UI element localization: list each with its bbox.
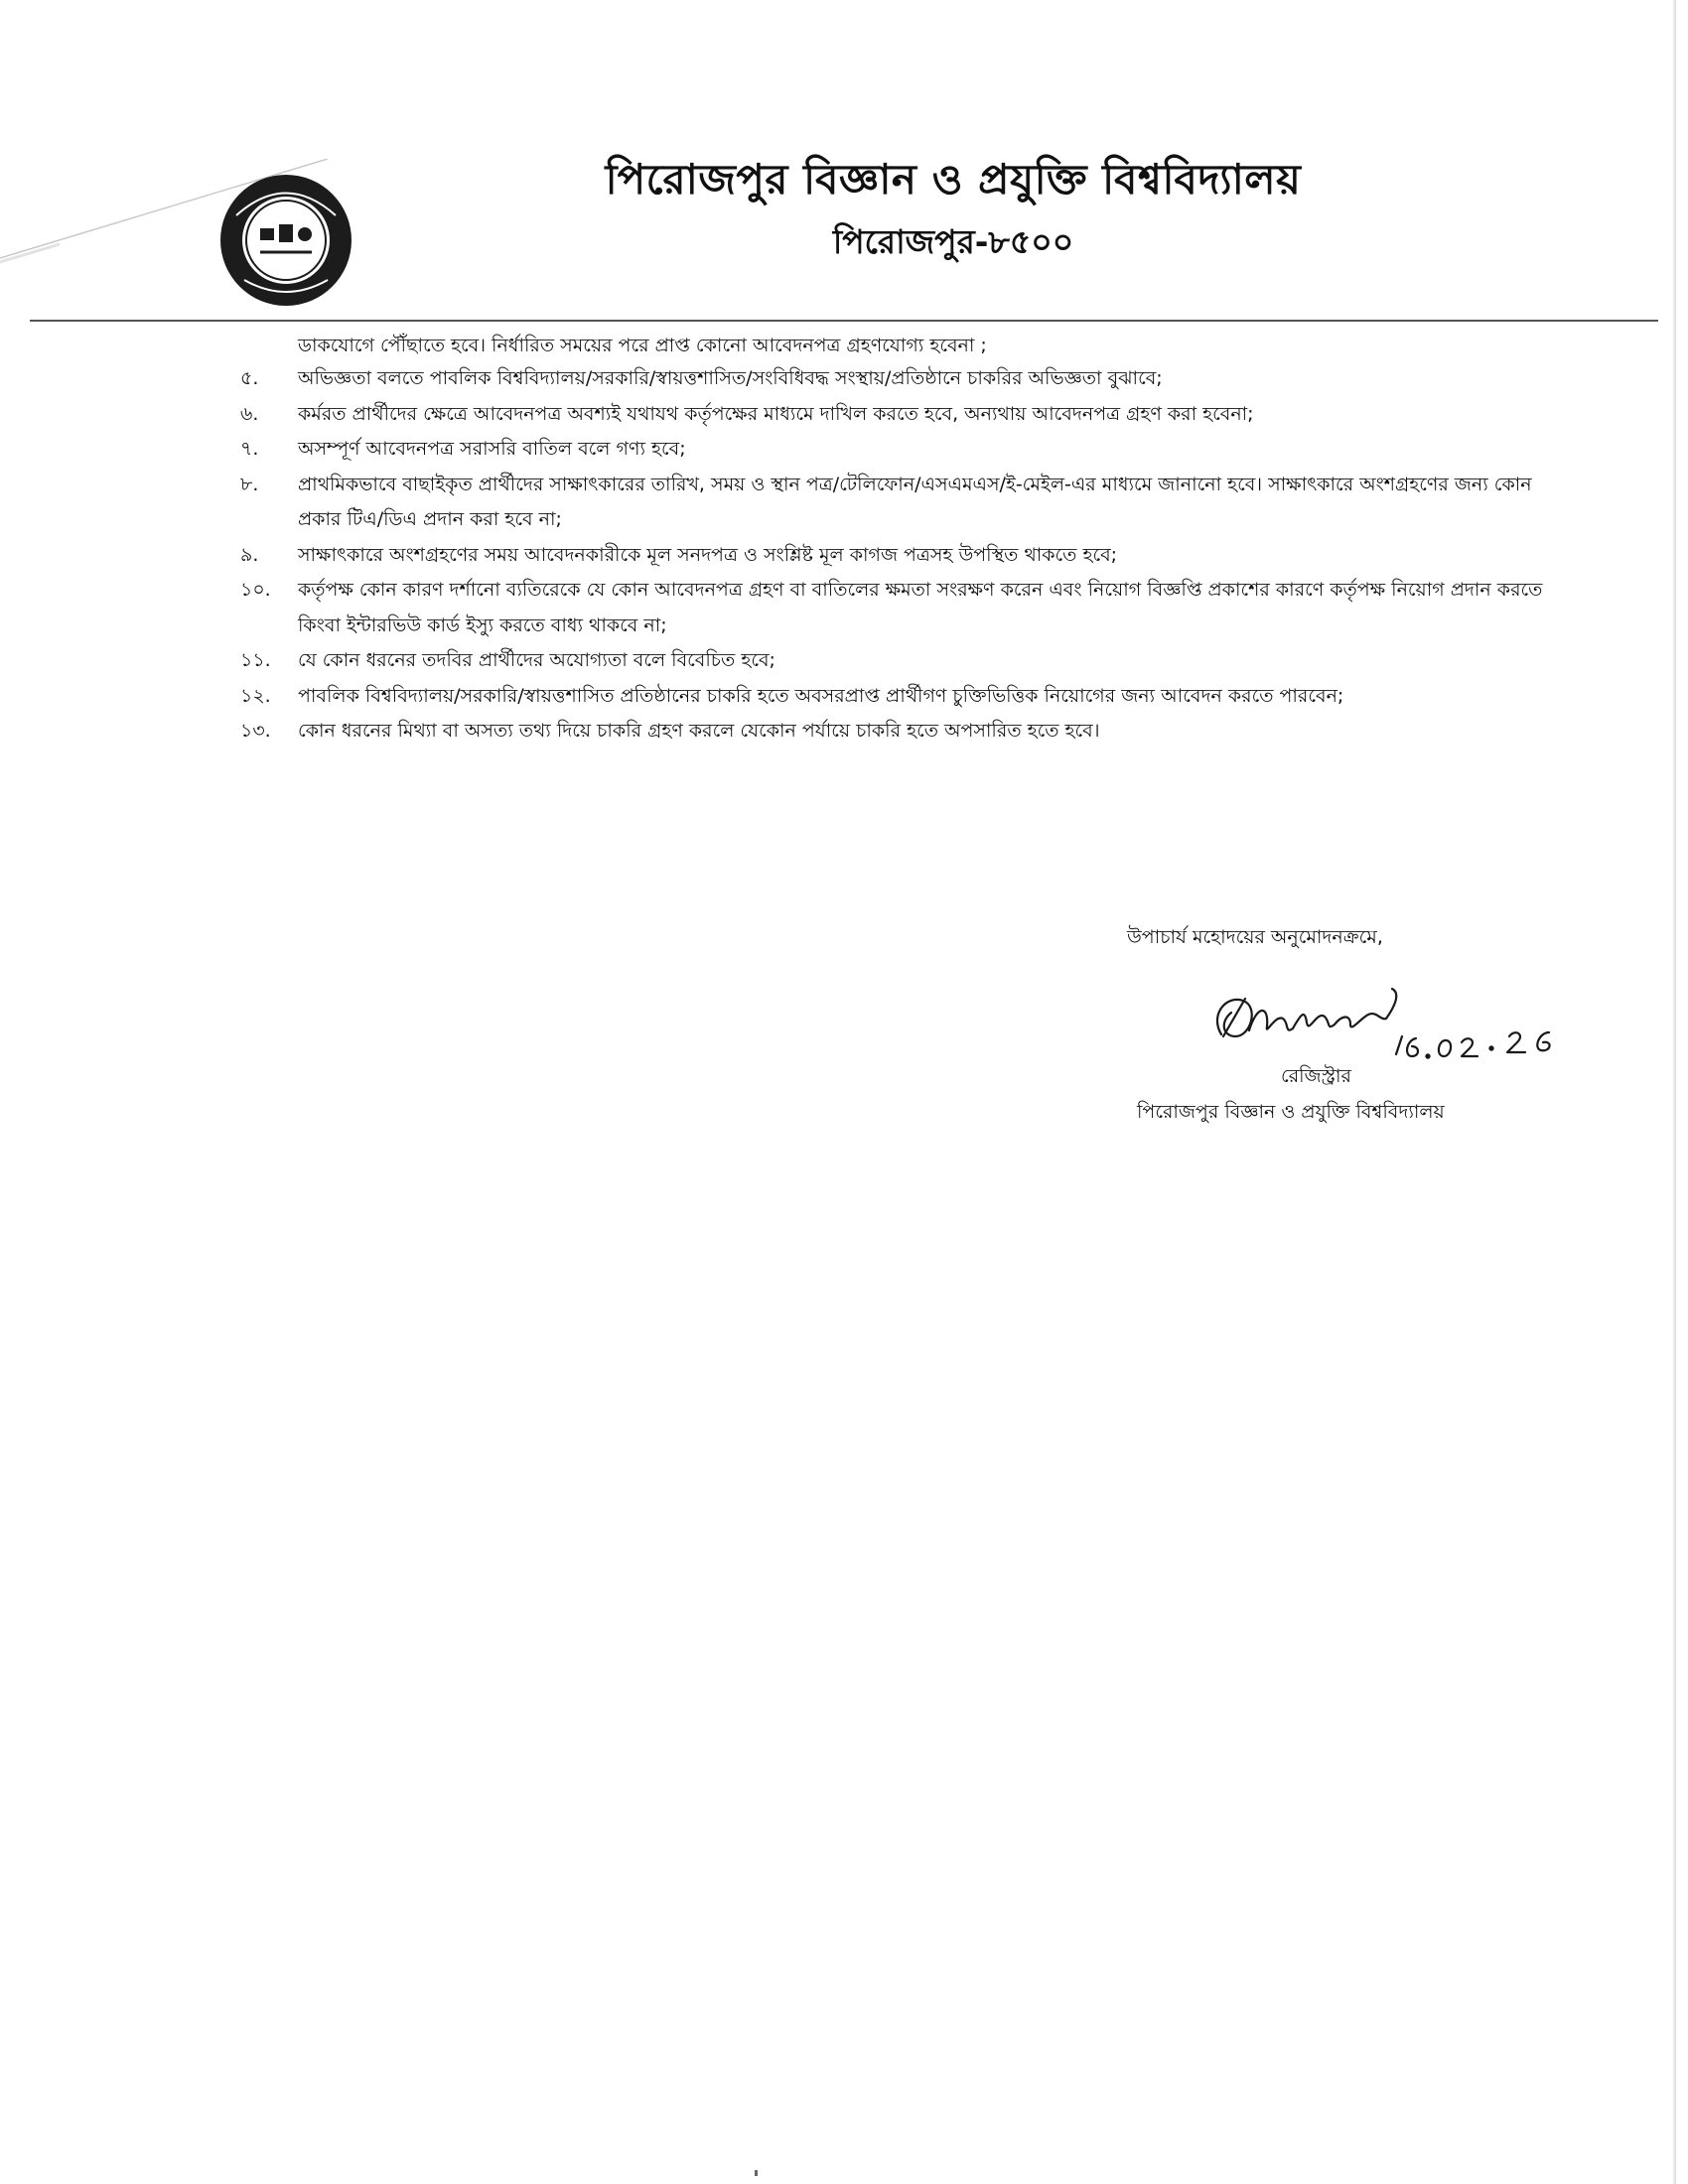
- list-item: [240, 573, 1571, 643]
- item-number: ১৩.: [240, 720, 271, 742]
- item-number: ৯.: [240, 543, 259, 566]
- item-number: ১০.: [240, 579, 271, 601]
- list-item: [240, 714, 1571, 750]
- list-item: [240, 361, 1571, 397]
- item-number: ৫.: [240, 367, 259, 389]
- item-number: ১১.: [240, 649, 271, 671]
- list-item: [240, 432, 1571, 468]
- item-text: প্রাথমিকভাবে বাছাইকৃত প্রার্থীদের সাক্ষাৎকারের তারিখ, সময় ও স্থান পত্র/টেলিফোন/এসএমএস/ই-মেইল-এর মাধ্যমে জানানো হবে। সাক্ষাৎকারে অংশগ্রহণের জন্য কোন প্রকার টিএ/ডিএ প্রদান করা হবে না;: [298, 473, 1532, 530]
- list-item: [240, 643, 1571, 679]
- university-name: পিরোজপুর বিজ্ঞান ও প্রযুক্তি বিশ্ববিদ্যালয়: [605, 155, 1302, 204]
- item-number: ৬.: [240, 402, 259, 425]
- registrar-title: রেজিস্ট্রার: [1281, 1065, 1351, 1087]
- header-divider: [30, 320, 1658, 322]
- scan-speck: [755, 2170, 758, 2176]
- item-number: ৭.: [240, 438, 259, 460]
- scan-edge-shadow: [1672, 0, 1676, 2184]
- list-item: [240, 468, 1571, 538]
- handwritten-signature: [1201, 975, 1579, 1069]
- approval-line: উপাচার্য মহোদয়ের অনুমোদনক্রমে,: [1127, 926, 1383, 948]
- list-item: [240, 679, 1571, 715]
- item-number: ৮.: [240, 473, 259, 495]
- item-text: কোন ধরনের মিথ্যা বা অসত্য তথ্য দিয়ে চাকরি গ্রহণ করলে যেকোন পর্যায়ে চাকরি হতে অপসারিত হতে হবে।: [298, 720, 1100, 742]
- item-text: পাবলিক বিশ্ববিদ্যালয়/সরকারি/স্বায়ত্তশাসিত প্রতিষ্ঠানের চাকরি হতে অবসরপ্রাপ্ত প্রার্থীগণ চুক্তিভিত্তিক নিয়োগের জন্য আবেদন করতে পারবেন;: [298, 684, 1344, 707]
- registrar-organization: পিরোজপুর বিজ্ঞান ও প্রযুক্তি বিশ্ববিদ্যালয়: [1137, 1101, 1445, 1123]
- conditions-list: [240, 361, 1571, 750]
- item-text: সাক্ষাৎকারে অংশগ্রহণের সময় আবেদনকারীকে মূল সনদপত্র ও সংশ্লিষ্ট মূল কাগজ পত্রসহ উপস্থিত থাকতে হবে;: [298, 543, 1118, 566]
- continuation-text: ডাকযোগে পৌঁছাতে হবে। নির্ধারিত সময়ের পরে প্রাপ্ত কোনো আবেদনপত্র গ্রহণযোগ্য হবেনা ;: [298, 335, 987, 356]
- item-text: যে কোন ধরনের তদবির প্রার্থীদের অযোগ্যতা বলে বিবেচিত হবে;: [298, 649, 775, 671]
- item-text: অভিজ্ঞতা বলতে পাবলিক বিশ্ববিদ্যালয়/সরকারি/স্বায়ত্তশাসিত/সংবিধিবদ্ধ সংস্থায়/প্রতিষ্ঠানে চাকরির অভিজ্ঞতা বুঝাবে;: [298, 367, 1163, 389]
- list-item: [240, 397, 1571, 433]
- item-text: কর্তৃপক্ষ কোন কারণ দর্শানো ব্যতিরেকে যে কোন আবেদনপত্র গ্রহণ বা বাতিলের ক্ষমতা সংরক্ষণ করেন এবং নিয়োগ বিজ্ঞপ্তি প্রকাশের কারণে কর্তৃপক্ষ নিয়োগ প্রদান করতে কিংবা ইন্টারভিউ কার্ড ইস্যু করতে বাধ্য থাকবে না;: [298, 579, 1543, 636]
- item-number: ১২.: [240, 684, 271, 707]
- university-address: পিরোজপুর-৮৫০০: [832, 222, 1074, 261]
- item-text: অসম্পূর্ণ আবেদনপত্র সরাসরি বাতিল বলে গণ্য হবে;: [298, 438, 686, 460]
- university-seal-icon: [216, 171, 355, 310]
- list-item: [240, 538, 1571, 574]
- item-text: কর্মরত প্রার্থীদের ক্ষেত্রে আবেদনপত্র অবশ্যই যথাযথ কর্তৃপক্ষের মাধ্যমে দাখিল করতে হবে, অন্যথায় আবেদনপত্র গ্রহণ করা হবেনা;: [298, 402, 1254, 425]
